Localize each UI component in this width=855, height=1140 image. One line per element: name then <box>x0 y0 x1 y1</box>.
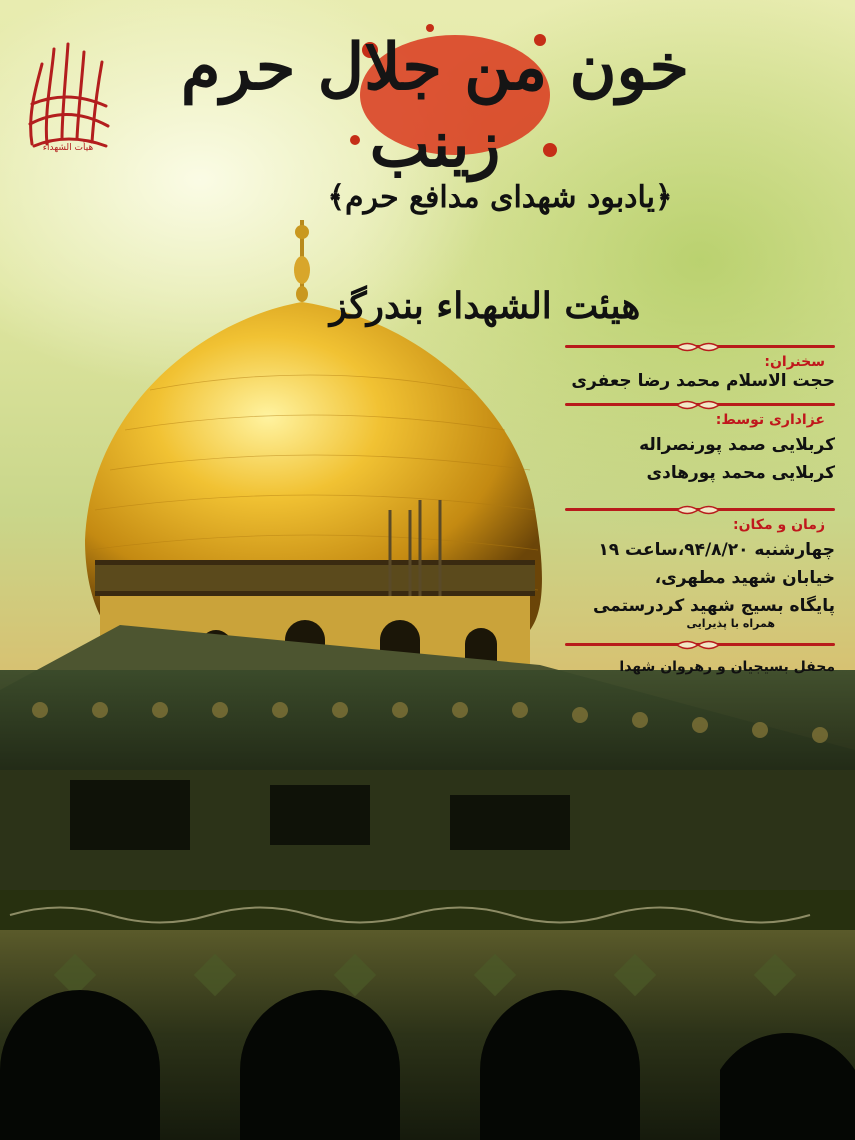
decorative-divider-icon <box>675 503 721 517</box>
mourner-line: کربلایی صمد پورنصراله <box>639 435 835 455</box>
date-time-line: چهارشنبه ۹۴/۸/۲۰،ساعت ۱۹ <box>598 540 835 560</box>
reception-note: همراه با پذیرایی <box>686 617 775 631</box>
decorative-divider-icon <box>675 398 721 412</box>
organizer-name: هیئت الشهداء بندرگز <box>329 285 641 327</box>
decorative-divider-icon <box>675 638 721 652</box>
time-place-section <box>565 503 835 630</box>
speakers-section <box>565 340 835 392</box>
street-line: خیابان شهید مطهری، <box>654 568 835 589</box>
poster-subtitle: ﴿یادبود شهدای مدافع حرم﴾ <box>327 180 673 215</box>
calligraphy-seal-icon <box>22 34 114 154</box>
poster-title: خون من جلال حرم زینب <box>180 30 690 182</box>
time-place-heading: زمان و مکان: <box>733 517 825 533</box>
mourning-section <box>565 398 835 484</box>
mourner-line: کربلایی محمد پورهادی <box>646 463 835 484</box>
venue-line: پایگاه بسیج شهید کردرستمی <box>592 596 835 617</box>
speaker-line: حجت الاسلام محمد رضا جعفری <box>571 371 835 391</box>
footer-section <box>565 638 835 676</box>
svg-text:هیأت الشهداء: هیأت الشهداء <box>42 143 94 153</box>
mourning-heading: عزاداری توسط: <box>715 412 825 428</box>
decorative-divider-icon <box>675 340 721 354</box>
speakers-heading: سخنران: <box>764 354 825 370</box>
footer-text: محفل بسیجیان و رهروان شهدا <box>619 659 835 675</box>
